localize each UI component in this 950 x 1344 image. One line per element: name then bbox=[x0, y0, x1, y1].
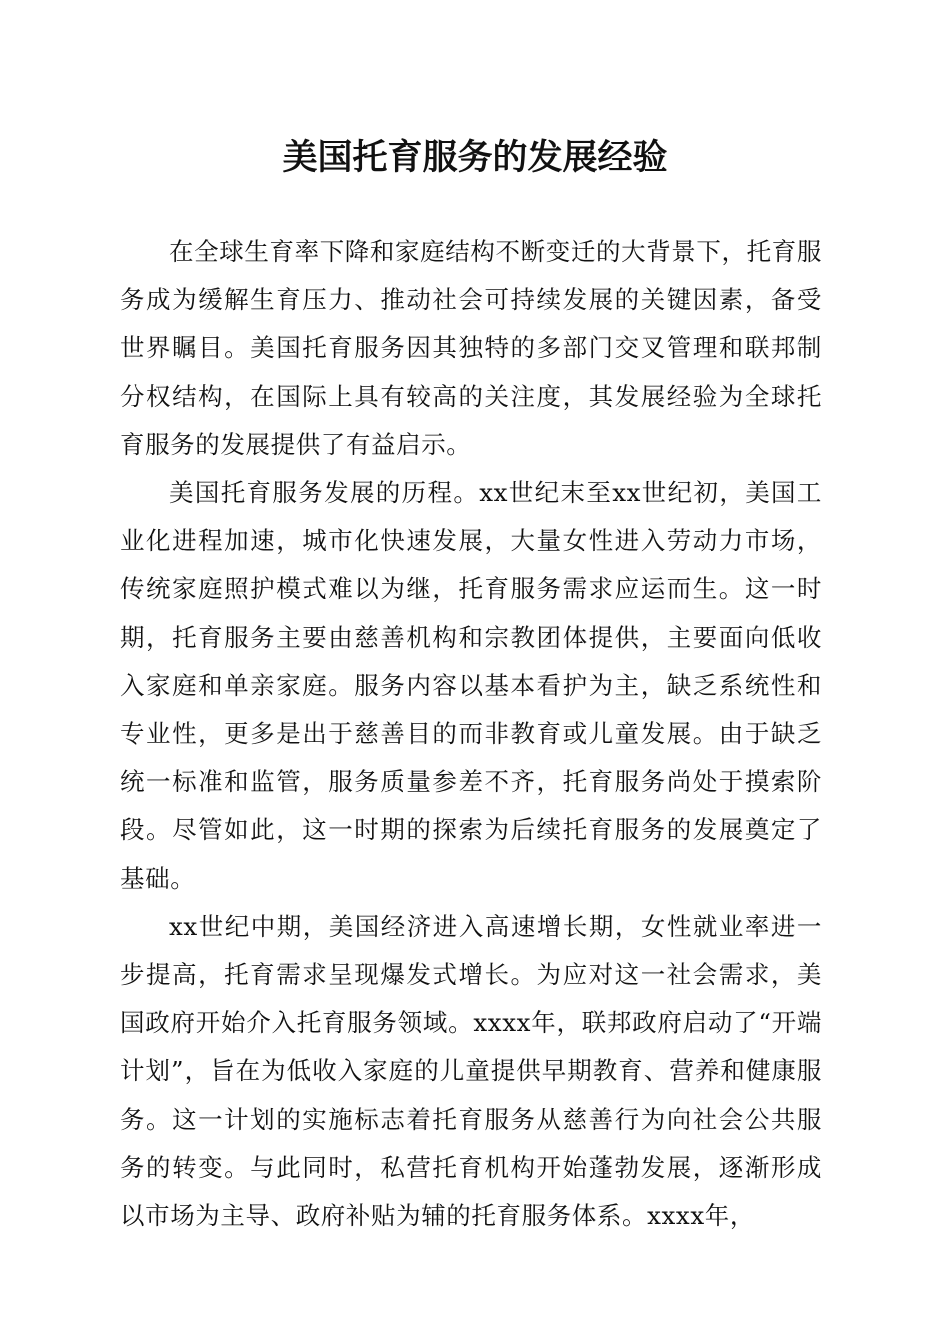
paragraph-intro: 在全球生育率下降和家庭结构不断变迁的大背景下，托育服务成为缓解生育压力、推动社会可持续发展的关键因素，备受世界瞩目。美国托育服务因其独特的多部门交叉管理和联邦制分权结构，在国际上具有较高的关注度，其发展经验为全球托育服务的发展提供了有益启示。 bbox=[120, 237, 822, 459]
document-title: 美国托育服务的发展经验 bbox=[282, 137, 668, 178]
paragraph-history-mid-century: xx世纪中期，美国经济进入高速增长期，女性就业率进一步提高，托育需求呈现爆发式增长。为应对这一社会需求，美国政府开始介入托育服务领域。xxxx年，联邦政府启动了“开端计划”，旨在为低收入家庭的儿童提供早期教育、营养和健康服务。这一计划的实施标志着托育服务从慈善行为向社会公共服务的转变。与此同时，私营托育机构开始蓬勃发展，逐渐形成以市场为主导、政府补贴为辅的托育服务体系。xxxx年， bbox=[120, 911, 822, 1231]
paragraph-history-early: 美国托育服务发展的历程。xx世纪末至xx世纪初，美国工业化进程加速，城市化快速发展，大量女性进入劳动力市场，传统家庭照护模式难以为继，托育服务需求应运而生。这一时期，托育服务主要由慈善机构和宗教团体提供，主要面向低收入家庭和单亲家庭。服务内容以基本看护为主，缺乏系统性和专业性，更多是出于慈善目的而非教育或儿童发展。由于缺乏统一标准和监管，服务质量参差不齐，托育服务尚处于摸索阶段。尽管如此，这一时期的探索为后续托育服务的发展奠定了基础。 bbox=[120, 478, 822, 893]
document-body bbox=[120, 228, 822, 1240]
